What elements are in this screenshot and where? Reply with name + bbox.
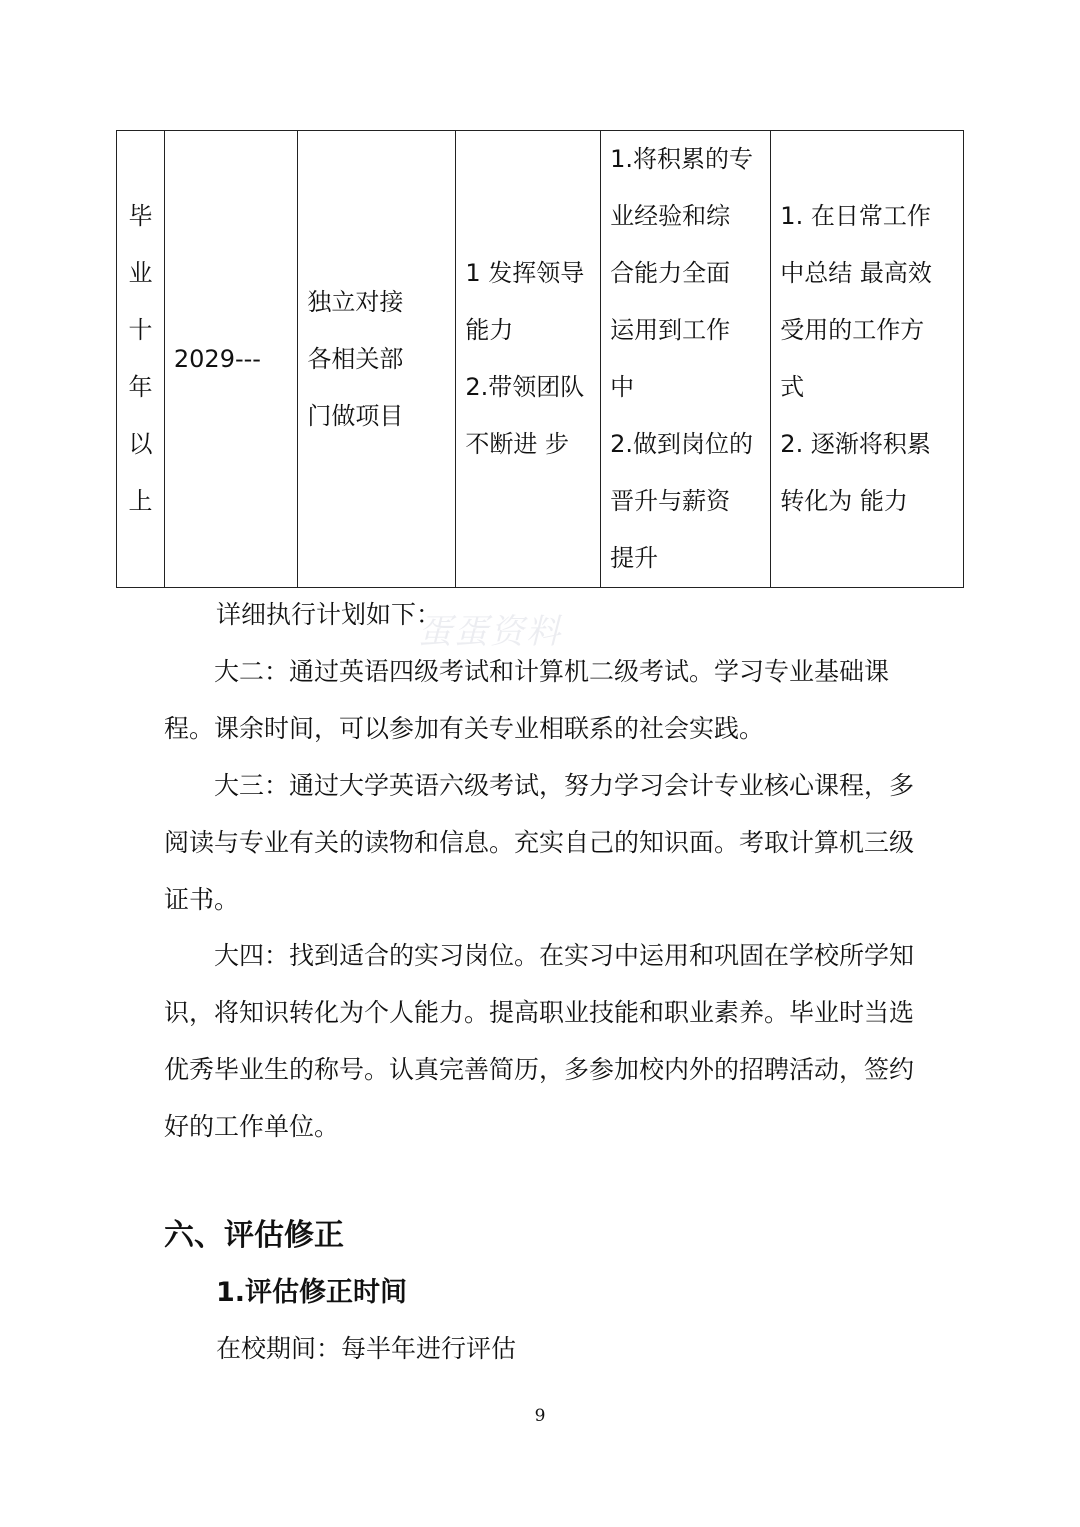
stage-char: 业 <box>128 259 153 287</box>
method-cell <box>771 131 964 588</box>
achievement-cell <box>601 131 771 588</box>
task-line: 独立对接 <box>307 287 404 316</box>
method-line: 2. 逐渐将积累 <box>780 430 931 458</box>
subsection-heading: 1.评估修正时间 <box>216 1277 408 1308</box>
stage-char: 上 <box>128 487 153 515</box>
task-cell <box>298 131 456 588</box>
method-line: 受用的工作方 <box>780 316 925 344</box>
year-cell <box>164 131 298 588</box>
plan-intro: 详细执行计划如下： <box>216 600 442 629</box>
achievement-line: 提升 <box>610 544 659 572</box>
goal-line: 2.带领团队 <box>465 373 585 401</box>
achievement-line: 1.将积累的专 <box>610 145 753 173</box>
goal-line: 1 发挥领导 <box>465 259 585 287</box>
stage-char: 年 <box>128 373 153 401</box>
stage-char: 以 <box>128 430 153 458</box>
stage-text <box>128 188 152 530</box>
subsection-text: 在校期间：每半年进行评估 <box>216 1334 517 1363</box>
achievement-line: 中 <box>610 373 635 401</box>
method-line: 转化为 能力 <box>780 487 908 515</box>
page-number: 9 <box>534 1406 546 1426</box>
watermark-logo: 蛋蛋资料 <box>418 612 562 652</box>
achievement-line: 晋升与薪资 <box>610 487 731 515</box>
section-heading: 六、评估修正 <box>164 1218 344 1253</box>
year-text: 2029--- <box>173 344 261 373</box>
stage-char: 十 <box>128 316 153 344</box>
paragraph-year-four: 大四：找到适合的实习岗位。在实习中运用和巩固在学校所学知识，将知识转化为个人能力。提高职业技能和职业素养。毕业时当选优秀毕业生的称号。认真完善简历，多参加校内外的招聘活动，签约好的工作单位。 <box>164 941 915 1141</box>
goal-line: 能力 <box>465 316 514 344</box>
achievement-line: 业经验和综 <box>610 202 731 230</box>
task-line: 门做项目 <box>307 401 404 430</box>
paragraph-year-three: 大三：通过大学英语六级考试，努力学习会计专业核心课程，多阅读与专业有关的读物和信息。充实自己的知识面。考取计算机三级证书。 <box>164 771 915 914</box>
career-plan-table <box>116 130 964 588</box>
goal-line: 不断进 步 <box>465 430 570 458</box>
goal-cell <box>456 131 601 588</box>
method-line: 中总结 最高效 <box>780 259 932 287</box>
achievement-line: 合能力全面 <box>610 259 731 287</box>
stage-char: 毕 <box>128 202 153 230</box>
achievement-line: 运用到工作 <box>610 316 731 344</box>
method-line: 式 <box>780 373 805 401</box>
achievement-line: 2.做到岗位的 <box>610 430 753 458</box>
method-line: 1. 在日常工作 <box>780 202 931 230</box>
stage-cell <box>117 131 165 588</box>
paragraph-year-two: 大二：通过英语四级考试和计算机二级考试。学习专业基础课程。课余时间，可以参加有关专业相联系的社会实践。 <box>164 657 890 743</box>
task-line: 各相关部 <box>307 344 404 373</box>
table-row <box>117 131 964 588</box>
